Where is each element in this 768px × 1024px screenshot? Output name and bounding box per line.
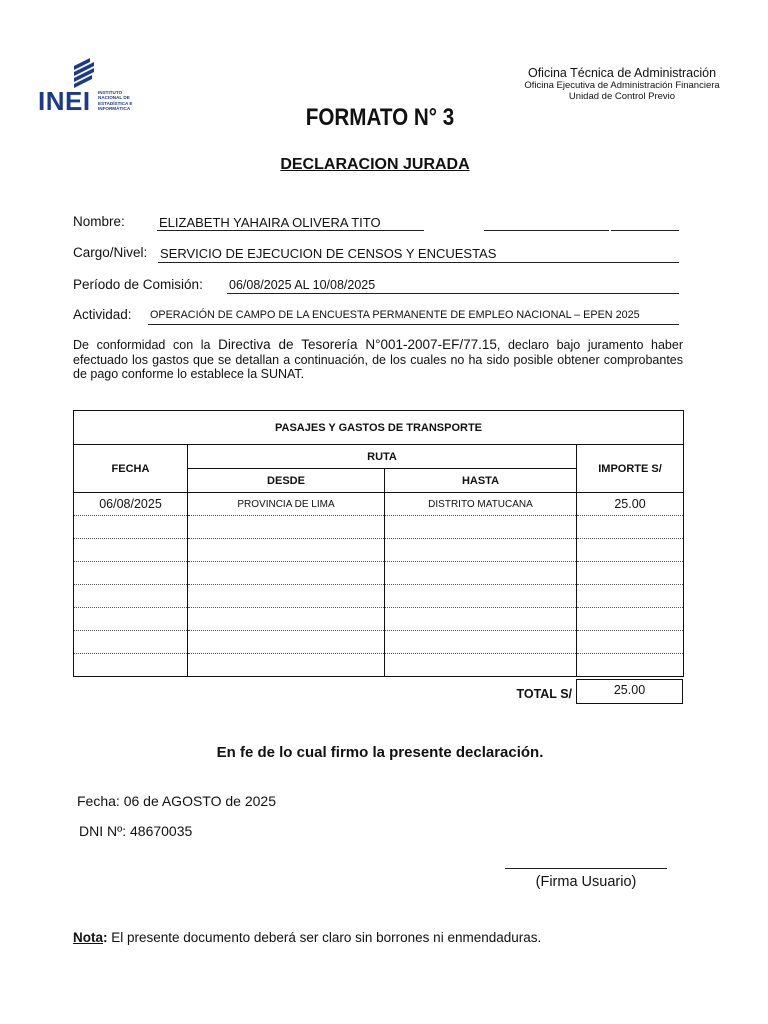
signature-statement: En fe de lo cual firmo la presente declaración. [216, 744, 544, 761]
dni-line: DNI Nº: 48670035 [79, 823, 193, 839]
header-desde: DESDE [188, 469, 385, 493]
cargo-underline [158, 262, 679, 263]
nombre-underline-2 [484, 230, 609, 231]
cell-importe: 25.00 [577, 493, 684, 516]
footer-note: Nota: El presente documento deberá ser claro sin borrones ni enmendaduras. [73, 930, 542, 945]
office-line-1: Oficina Técnica de Administración [527, 66, 717, 80]
table-row-empty [74, 585, 684, 608]
total-value: 25.00 [576, 679, 683, 704]
periodo-value: 06/08/2025 AL 10/08/2025 [229, 278, 376, 292]
nombre-underline-1 [157, 230, 424, 231]
cargo-label: Cargo/Nivel: [73, 245, 148, 260]
table-row-empty [74, 654, 684, 677]
header-importe: IMPORTE S/ [577, 445, 684, 493]
actividad-label: Actividad: [73, 307, 132, 322]
table-row-empty [74, 608, 684, 631]
cell-hasta: DISTRITO MATUCANA [385, 493, 577, 516]
nombre-label: Nombre: [73, 214, 125, 229]
actividad-value: OPERACIÓN DE CAMPO DE LA ENCUESTA PERMANENTE DE EMPLEO NACIONAL – EPEN 2025 [150, 309, 640, 321]
logo-word: INEI [38, 86, 91, 116]
document-subtitle: DECLARACION JURADA [280, 156, 470, 173]
table-row-empty [74, 631, 684, 654]
header-fecha: FECHA [74, 445, 188, 493]
cell-fecha: 06/08/2025 [74, 493, 188, 516]
total-label: TOTAL S/ [516, 687, 572, 701]
office-line-3: Unidad de Control Previo [568, 91, 676, 102]
declaration-paragraph: De conformidad con la Directiva de Tesorería N°001-2007-EF/77.15, declaro bajo juramento haber efectuado los gastos que se detallan a continuación, de los cuales no ha sido posible obtener comprobantes de pago conforme lo establece la SUNAT. [73, 337, 683, 381]
office-line-2: Oficina Ejecutiva de Administración Financiera [524, 80, 720, 91]
nombre-underline-3 [611, 230, 679, 231]
actividad-underline [148, 324, 679, 325]
nombre-value: ELIZABETH YAHAIRA OLIVERA TITO [159, 215, 381, 230]
logo-subtitle: INSTITUTO NACIONAL DE ESTADÍSTICA E INFORMÁTICA [98, 90, 133, 112]
signature-caption: (Firma Usuario) [535, 874, 637, 890]
table-row-empty [74, 516, 684, 539]
table-row-empty [74, 539, 684, 562]
office-header [502, 66, 742, 102]
table-row-empty [74, 562, 684, 585]
fecha-line: Fecha: 06 de AGOSTO de 2025 [77, 793, 276, 809]
table-title: PASAJES Y GASTOS DE TRANSPORTE [74, 411, 684, 445]
header-ruta: RUTA [188, 445, 577, 469]
periodo-label: Período de Comisión: [73, 277, 203, 292]
table-row [74, 493, 684, 516]
periodo-underline [227, 293, 679, 294]
logo-stripes-icon [68, 56, 108, 90]
cargo-value: SERVICIO DE EJECUCION DE CENSOS Y ENCUESTAS [160, 246, 497, 261]
document-title: FORMATO N° 3 [305, 104, 455, 131]
header-hasta: HASTA [385, 469, 577, 493]
signature-line [505, 868, 667, 869]
cell-desde: PROVINCIA DE LIMA [188, 493, 385, 516]
expenses-table [73, 410, 684, 677]
